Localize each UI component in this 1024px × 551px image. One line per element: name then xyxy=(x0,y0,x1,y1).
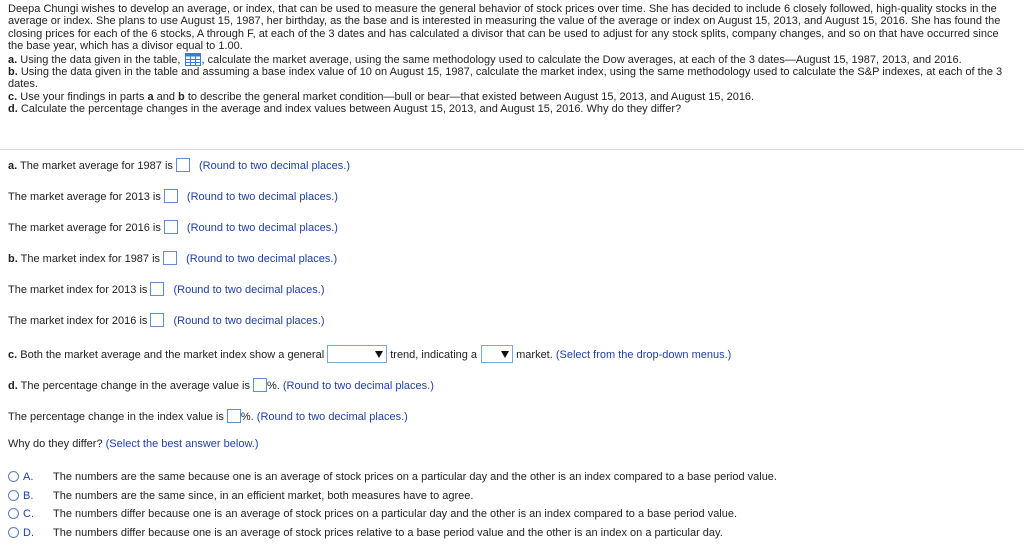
question-c-label: c. xyxy=(8,349,18,361)
part-a-text-1: Using the data given in the table, xyxy=(20,53,181,66)
part-c-ref-a: a xyxy=(147,90,154,103)
part-a-label: a. xyxy=(8,53,18,66)
round-hint: (Round to two decimal places.) xyxy=(186,222,338,234)
option-c[interactable] xyxy=(8,507,737,521)
average-2013-input[interactable] xyxy=(164,189,178,203)
question-index-2013 xyxy=(8,282,324,297)
question-index-1987 xyxy=(8,251,337,266)
question-average-1987 xyxy=(8,158,350,173)
average-change-input[interactable] xyxy=(253,378,267,392)
part-c-label: c. xyxy=(8,90,18,103)
option-d-letter: D. xyxy=(23,527,34,539)
question-index-2013-text: The market index for 2013 is xyxy=(8,284,148,296)
average-2016-input[interactable] xyxy=(164,220,178,234)
percent-sign: %. xyxy=(240,411,254,423)
option-d-text: The numbers differ because one is an average of stock prices relative to a base period value and the other is an index on a particular day. xyxy=(53,527,723,539)
problem-intro: Deepa Chungi wishes to develop an average, or index, that can be used to measure the general behavior of stock prices over time. She has decided to include 6 closely followed, high-quality stocks in the average or index. She plans to use August 15, 1987, her birthday, as the base and is interested in measuring the value of the average or index on August 15, 2013, and August 15, 2016. She has found the closing prices for each of the 6 stocks, A through F, at each of the 3 dates and has calculated a divisor that can be used to adjust for any stock splits, company changes, and so on that have occurred since the base year, which has a divisor equal to 1.00. xyxy=(8,3,1001,53)
question-d1-text: The percentage change in the average value is xyxy=(20,380,250,392)
average-1987-input[interactable] xyxy=(176,158,190,172)
index-2013-input[interactable] xyxy=(150,282,164,296)
question-index-change xyxy=(8,409,408,424)
option-c-letter: C. xyxy=(23,508,34,520)
index-change-input[interactable] xyxy=(227,409,241,423)
option-a-text: The numbers are the same because one is an average of stock prices on a particular day and the other is an index compared to a base period value. xyxy=(53,471,777,483)
question-index-2016-text: The market index for 2016 is xyxy=(8,315,148,327)
round-hint: (Round to two decimal places.) xyxy=(186,253,338,265)
question-average-change xyxy=(8,378,434,393)
part-c-ref-b: b xyxy=(178,90,185,103)
round-hint: (Round to two decimal places.) xyxy=(256,411,408,423)
radio-option-a[interactable] xyxy=(8,471,19,482)
question-why-differ xyxy=(8,437,259,451)
part-c-and: and xyxy=(156,90,175,103)
select-hint: (Select from the drop-down menus.) xyxy=(555,349,732,361)
question-c-text-3: market. xyxy=(516,349,553,361)
question-index-2016 xyxy=(8,313,324,328)
radio-option-b[interactable] xyxy=(8,490,19,501)
trend-dropdown[interactable] xyxy=(327,345,387,363)
round-hint: (Round to two decimal places.) xyxy=(186,191,338,203)
round-hint: (Round to two decimal places.) xyxy=(173,284,325,296)
question-a-label: a. xyxy=(8,160,18,172)
part-c-text-1: Use your findings in parts xyxy=(20,90,145,103)
section-divider xyxy=(0,149,1024,150)
part-c-instruction xyxy=(8,91,1016,103)
data-table-icon[interactable] xyxy=(185,53,201,66)
round-hint: (Round to two decimal places.) xyxy=(282,380,434,392)
radio-option-d[interactable] xyxy=(8,527,19,538)
part-b-label: b. xyxy=(8,66,18,79)
index-2016-input[interactable] xyxy=(150,313,164,327)
question-average-1987-text: The market average for 1987 is xyxy=(20,160,173,172)
part-b-instruction xyxy=(8,66,1016,91)
part-d-label: d. xyxy=(8,103,18,116)
radio-option-c[interactable] xyxy=(8,508,19,519)
option-a-letter: A. xyxy=(23,471,34,483)
why-text: Why do they differ? xyxy=(8,438,103,450)
chevron-down-icon xyxy=(499,347,511,361)
part-a-instruction xyxy=(8,53,1016,66)
option-d[interactable] xyxy=(8,526,723,540)
part-a-text-2: , calculate the market average, using the same methodology used to calculate the Dow averages, at each of the 3 dates—August 15, 1987, 2013, and 2016. xyxy=(201,53,962,66)
option-b[interactable] xyxy=(8,489,473,503)
question-average-2013 xyxy=(8,189,338,204)
market-dropdown[interactable] xyxy=(481,345,513,363)
question-average-2013-text: The market average for 2013 is xyxy=(8,191,161,203)
why-hint: (Select the best answer below.) xyxy=(105,438,259,450)
question-b-label: b. xyxy=(8,253,18,265)
question-market-trend xyxy=(8,345,731,363)
part-d-instruction xyxy=(8,103,1016,115)
chevron-down-icon xyxy=(373,347,385,361)
option-b-letter: B. xyxy=(23,490,34,502)
option-c-text: The numbers differ because one is an average of stock prices on a particular day and the other is an index compared to a base period value. xyxy=(53,508,738,520)
problem-statement xyxy=(8,3,1016,116)
option-a[interactable] xyxy=(8,470,777,484)
part-d-text: Calculate the percentage changes in the average and index values between August 15, 2013, and August 15, 2016. Why do they differ? xyxy=(20,103,682,116)
percent-sign: %. xyxy=(266,380,280,392)
round-hint: (Round to two decimal places.) xyxy=(198,160,350,172)
question-average-2016-text: The market average for 2016 is xyxy=(8,222,161,234)
question-d-label: d. xyxy=(8,380,18,392)
question-c-text-1: Both the market average and the market index show a general xyxy=(20,349,325,361)
question-c-text-2: trend, indicating a xyxy=(390,349,478,361)
round-hint: (Round to two decimal places.) xyxy=(173,315,325,327)
question-index-1987-text: The market index for 1987 is xyxy=(20,253,161,265)
question-d2-text: The percentage change in the index value is xyxy=(8,411,224,423)
part-b-text: Using the data given in the table and assuming a base index value of 10 on August 15, 1987, calculate the market index, using the same methodology used to calculate the S&P indexes, at each of the 3 dates. xyxy=(8,66,1003,91)
question-average-2016 xyxy=(8,220,338,235)
part-c-text-2: to describe the general market condition—bull or bear—that existed between August 15, 2013, and August 15, 2016. xyxy=(187,90,755,103)
option-b-text: The numbers are the same since, in an efficient market, both measures have to agree. xyxy=(53,490,474,502)
index-1987-input[interactable] xyxy=(163,251,177,265)
